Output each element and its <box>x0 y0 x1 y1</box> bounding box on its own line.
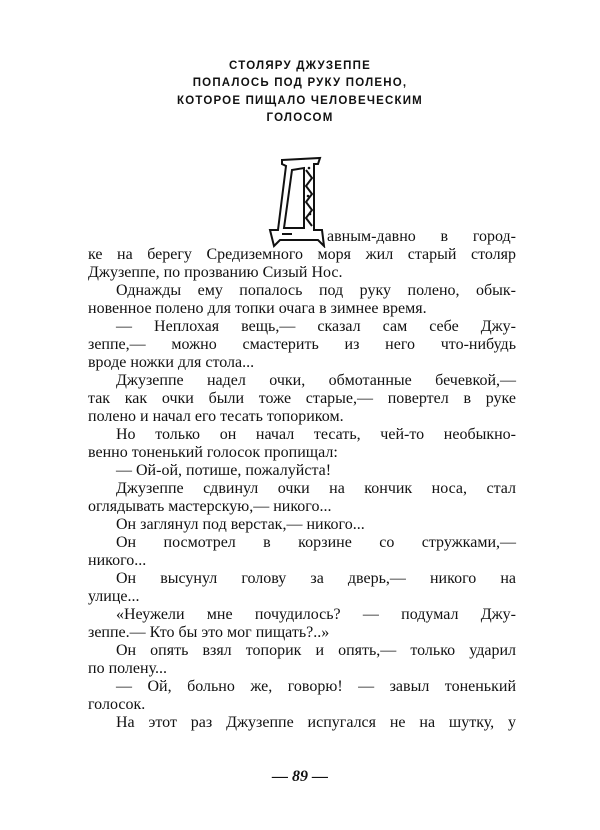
body-text <box>88 228 516 732</box>
text-line: «Неужели мне почудилось? — подумал Джу- <box>116 606 516 623</box>
text-line: Джузеппе сдвинул очки на кончик носа, стал <box>116 480 516 497</box>
chapter-title-line: КОТОРОЕ ПИЩАЛО ЧЕЛОВЕЧЕСКИМ <box>177 94 423 107</box>
text-line: Он заглянул под верстак,— никого... <box>116 516 365 533</box>
chapter-title-line: СТОЛЯРУ ДЖУЗЕППЕ <box>229 60 371 72</box>
text-line: — Неплохая вещь,— сказал сам себе Джу- <box>116 318 516 335</box>
text-line: Он высунул голову за дверь,— никого на <box>116 570 516 587</box>
text-line: по полену... <box>88 660 167 677</box>
text-line: Он посмотрел в корзине со стружками,— <box>116 534 516 551</box>
text-line: На этот раз Джузеппе испугался не на шутку, у <box>116 714 516 731</box>
text-line: венно тоненький голосок пропищал: <box>88 444 338 461</box>
text-line: зеппе.— Кто бы это мог пищать?..» <box>88 624 330 641</box>
page-number: — 89 — <box>272 768 328 785</box>
text-line: Джузеппе, по прозванию Сизый Нос. <box>88 264 343 281</box>
chapter-title-line: ПОПАЛОСЬ ПОД РУКУ ПОЛЕНО, <box>192 77 408 90</box>
text-line: ке на берегу Средиземного моря жил старый столяр <box>88 246 516 263</box>
text-line: Однажды ему попалось под руку полено, обык- <box>116 282 516 299</box>
chapter-title <box>0 58 600 127</box>
text-line: Он опять взял топорик и опять,— только ударил <box>116 642 516 659</box>
chapter-title-line: ГОЛОСОМ <box>266 111 334 124</box>
text-line: Но только он начал тесать, чей-то необыкно- <box>116 426 516 443</box>
text-line: авным-давно в город- <box>327 228 516 245</box>
text-line: никого... <box>88 552 147 569</box>
text-line: новенное полено для топки очага в зимнее время. <box>88 300 427 317</box>
text-line: вроде ножки для стола... <box>88 354 255 371</box>
text-line: полено и начал его тесать топориком. <box>88 408 344 425</box>
text-line: — Ой, больно же, говорю! — завыл тоненький <box>116 678 516 695</box>
text-line: так как очки были тоже старые,— повертел в руке <box>88 390 516 407</box>
text-line: оглядывать мастерскую,— никого... <box>88 498 332 515</box>
text-line: улице... <box>88 588 140 605</box>
text-line: голосок. <box>88 696 146 713</box>
text-line: зеппе,— можно смастерить из него что-нибудь <box>88 336 516 353</box>
text-line: — Ой-ой, потише, пожалуйста! <box>116 462 332 479</box>
text-line: Джузеппе надел очки, обмотанные бечевкой,— <box>116 372 516 389</box>
